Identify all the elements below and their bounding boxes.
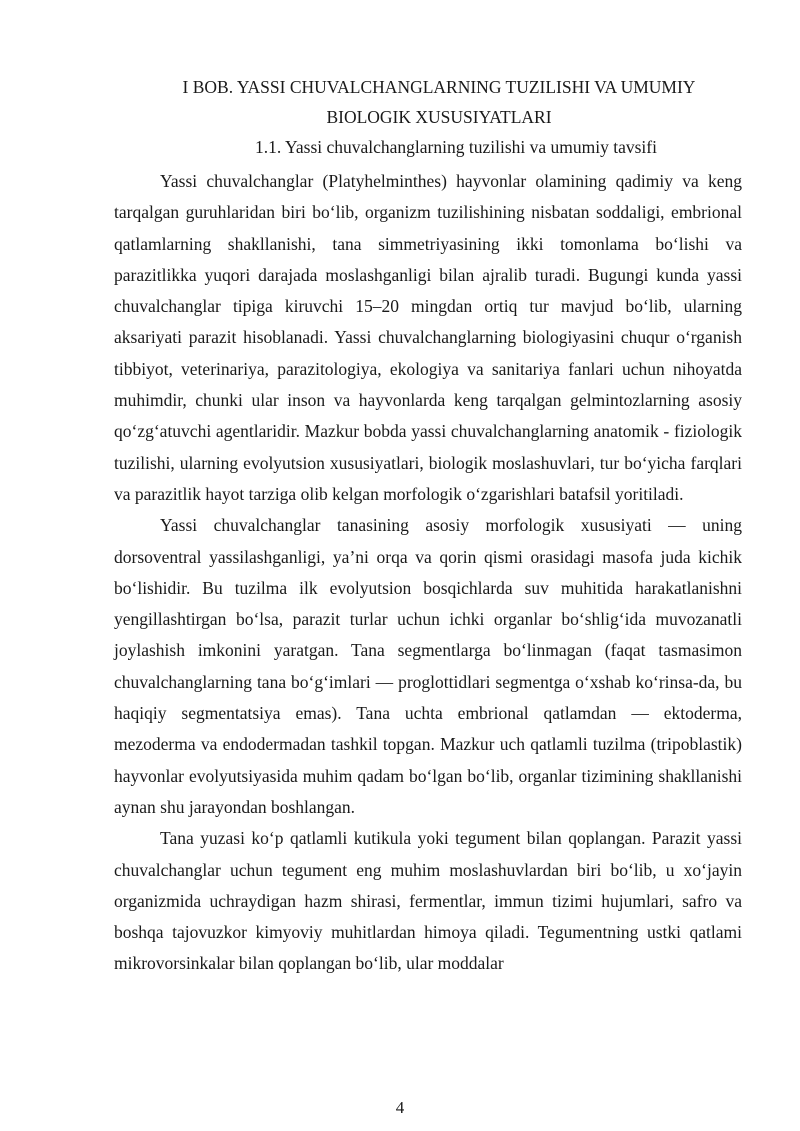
paragraph-3: Tana yuzasi ko‘p qatlamli kutikula yoki tegument bilan qoplangan. Parazit yassi chuvalchanglar uchun tegument eng muhim moslashuvlardan biri bo‘lib, u xo‘jayin organizmida uchraydigan hazm shirasi, fermentlar, immun tizimi hujumlari, safro va boshqa tajovuzkor kimyoviy muhitlardan himoya qiladi. Tegumentning ustki qatlami mikrovorsinkalar bilan qoplangan bo‘lib, ular moddalar: [114, 828, 742, 974]
chapter-title: [114, 72, 742, 132]
chapter-title-line-1: I BOB. YASSI CHUVALCHANGLARNING TUZILISHI VA UMUMIY: [182, 77, 696, 97]
page-number: 4: [395, 1098, 405, 1117]
chapter-title-line-2: BIOLOGIK XUSUSIYATLARI: [326, 107, 552, 127]
paragraph-1: Yassi chuvalchanglar (Platyhelminthes) hayvonlar olamining qadimiy va keng tarqalgan guruhlaridan biri bo‘lib, organizm tuzilishining nisbatan soddaligi, embrional qatlamlarning shakllanishi, tana simmetriyasining ikki tomonlama bo‘lishi va parazitlikka yuqori darajada moslashganligi bilan ajralib turadi. Bugungi kunda yassi chuvalchanglar tipiga kiruvchi 15–20 mingdan ortiq tur mavjud bo‘lib, ularning aksariyati parazit hisoblanadi. Yassi chuvalchanglarning biologiyasini chuqur o‘rganish tibbiyot, veterinariya, parazitologiya, ekologiya va sanitariya fanlari uchun nihoyatda muhimdir, chunki ular inson va hayvonlarda keng tarqalgan gelmintozlarning asosiy qo‘zg‘atuvchi agentlaridir. Mazkur bobda yassi chuvalchanglarning anatomik - fiziologik tuzilishi, ularning evolyutsion xususiyatlari, biologik moslashuvlari, tur bo‘yicha farqlari va parazitlik hayot tarziga olib kelgan morfologik o‘zgarishlari batafsil yoritiladi.: [114, 171, 742, 504]
section-title: 1.1. Yassi chuvalchanglarning tuzilishi va umumiy tavsifi: [255, 137, 657, 157]
paragraph-2: Yassi chuvalchanglar tanasining asosiy morfologik xususiyati — uning dorsoventral yassilashganligi, ya’ni orqa va qorin qismi orasidagi masofa juda kichik bo‘lishidir. Bu tuzilma ilk evolyutsion bosqichlarda suv muhitida harakatlanishni yengillashtirgan bo‘lsa, parazit turlar uchun ichki organlar bo‘shlig‘ida muvozanatli joylashish imkonini yaratgan. Tana segmentlarga bo‘linmagan (faqat tasmasimon chuvalchanglarning tana bo‘g‘imlari — proglottidlari segmentga o‘xshab ko‘rinsa-da, bu haqiqiy segmentatsiya emas). Tana uchta embrional qatlamdan — ektoderma, mezoderma va endodermadan tashkil topgan. Mazkur uch qatlamli tuzilma (tripoblastik) hayvonlar evolyutsiyasida muhim qadam bo‘lgan bo‘lib, organlar tizimining shakllanishi aynan shu jarayondan boshlangan.: [114, 515, 742, 817]
document-page: [114, 72, 742, 980]
